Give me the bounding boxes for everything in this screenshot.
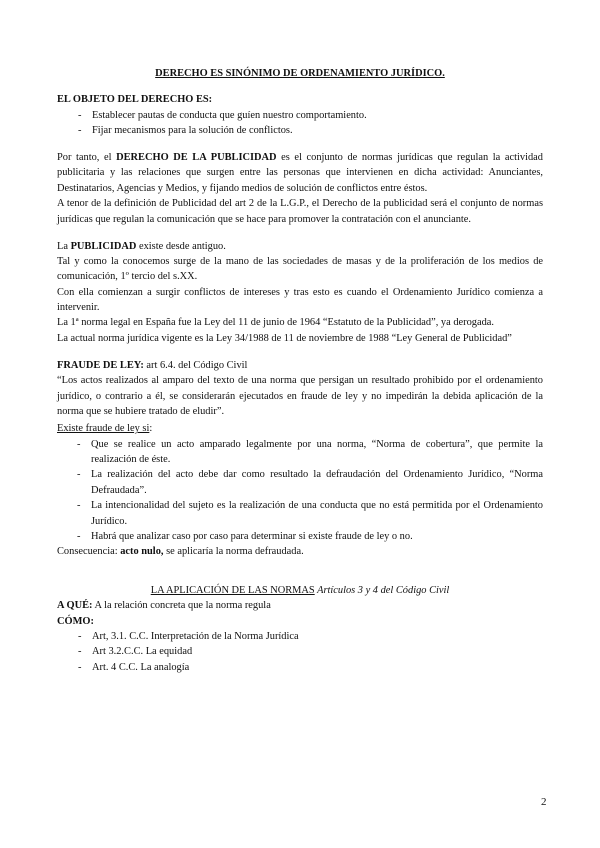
list-item: - Art. 4 C.C. La analogía [57,660,543,675]
fraude-heading: FRAUDE DE LEY: art 6.4. del Código Civil [57,359,248,371]
aplicacion-list [57,629,543,675]
list-item: - Art 3.2.C.C. La equidad [57,644,543,659]
list-item: - Que se realice un acto amparado legalmente por una norma, “Norma de cobertura”, que permite la realización de éste. [57,437,543,468]
page-title: DERECHO ES SINÓNIMO DE ORDENAMIENTO JURÍDICO. [155,68,445,79]
historia-line: Tal y como la conocemos surge de la mano de las sociedades de masas y de la proliferación de los medios de comunicación, 1º tercio del s.XX. [57,255,543,283]
list-item: - Art, 3.1. C.C. Interpretación de la Norma Jurídica [57,629,543,644]
list-item: - La intencionalidad del sujeto es la realización de una conducta que no está permitida por el Ordenamiento Jurídico. [57,498,543,529]
historia-line: La actual norma jurídica vigente es la Ley 34/1988 de 11 de noviembre de 1988 “Ley General de Publicidad” [57,332,512,344]
historia-line: La PUBLICIDAD existe desde antiguo. [57,240,226,252]
historia-line: La 1ª norma legal en España fue la Ley del 11 de junio de 1964 “Estatuto de la Publicidad”, ya derogada. [57,317,495,329]
existe-fraude-heading: Existe fraude de ley si: [57,423,153,435]
list-item: - La realización del acto debe dar como resultado la defraudación del Ordenamiento Jurídico, “Norma Defraudada”. [57,467,543,498]
fraude-list [57,437,543,545]
aplicacion-heading: LA APLICACIÓN DE LAS NORMAS Artículos 3 y 4 del Código Civil [150,584,450,596]
aque-line: A QUÉ: A la relación concreta que la norma regula [57,600,271,612]
page-number: 2 [541,796,547,808]
como-heading: CÓMO: [57,615,94,627]
historia-line: Con ella comienzan a surgir conflictos de intereses y tras esto es cuando el Ordenamiento Jurídico comienza a intervenir. [57,286,543,314]
page-content [57,66,543,675]
publicidad-definition-paragraph: Por tanto, el DERECHO DE LA PUBLICIDAD es el conjunto de normas jurídicas que regulan la actividad publicitaria y las relaciones que surgen entre las personas que intervienen en dicha actividad: Anunciantes, Destinatarios, Agencias y Medios, y fijando medios de solución de conflictos entre éstos. [57,152,543,194]
list-item: - Fijar mecanismos para la solución de conflictos. [57,123,543,138]
objeto-list [57,108,543,139]
list-item: - Habrá que analizar caso por caso para determinar si existe fraude de ley o no. [57,529,543,544]
lgp-definition-paragraph: A tenor de la definición de Publicidad del art 2 de la L.G.P., el Derecho de la publicidad será el conjunto de normas jurídicas que regulan la comunicación que se hace para promover la contratación con el anunciante. [57,198,543,225]
consecuencia-line: Consecuencia: acto nulo, se aplicaría la norma defraudada. [57,546,304,558]
fraude-quote: “Los actos realizados al amparo del texto de una norma que persigan un resultado prohibido por el ordenamiento jurídico, o contrario a él, se considerarán ejecutados en fraude de ley y no impedirán la debida aplicación de la norma que se hubiere tratado de eludir”. [57,375,543,417]
list-item: - Establecer pautas de conducta que guíen nuestro comportamiento. [57,108,543,123]
objeto-heading: EL OBJETO DEL DERECHO ES: [57,94,213,106]
